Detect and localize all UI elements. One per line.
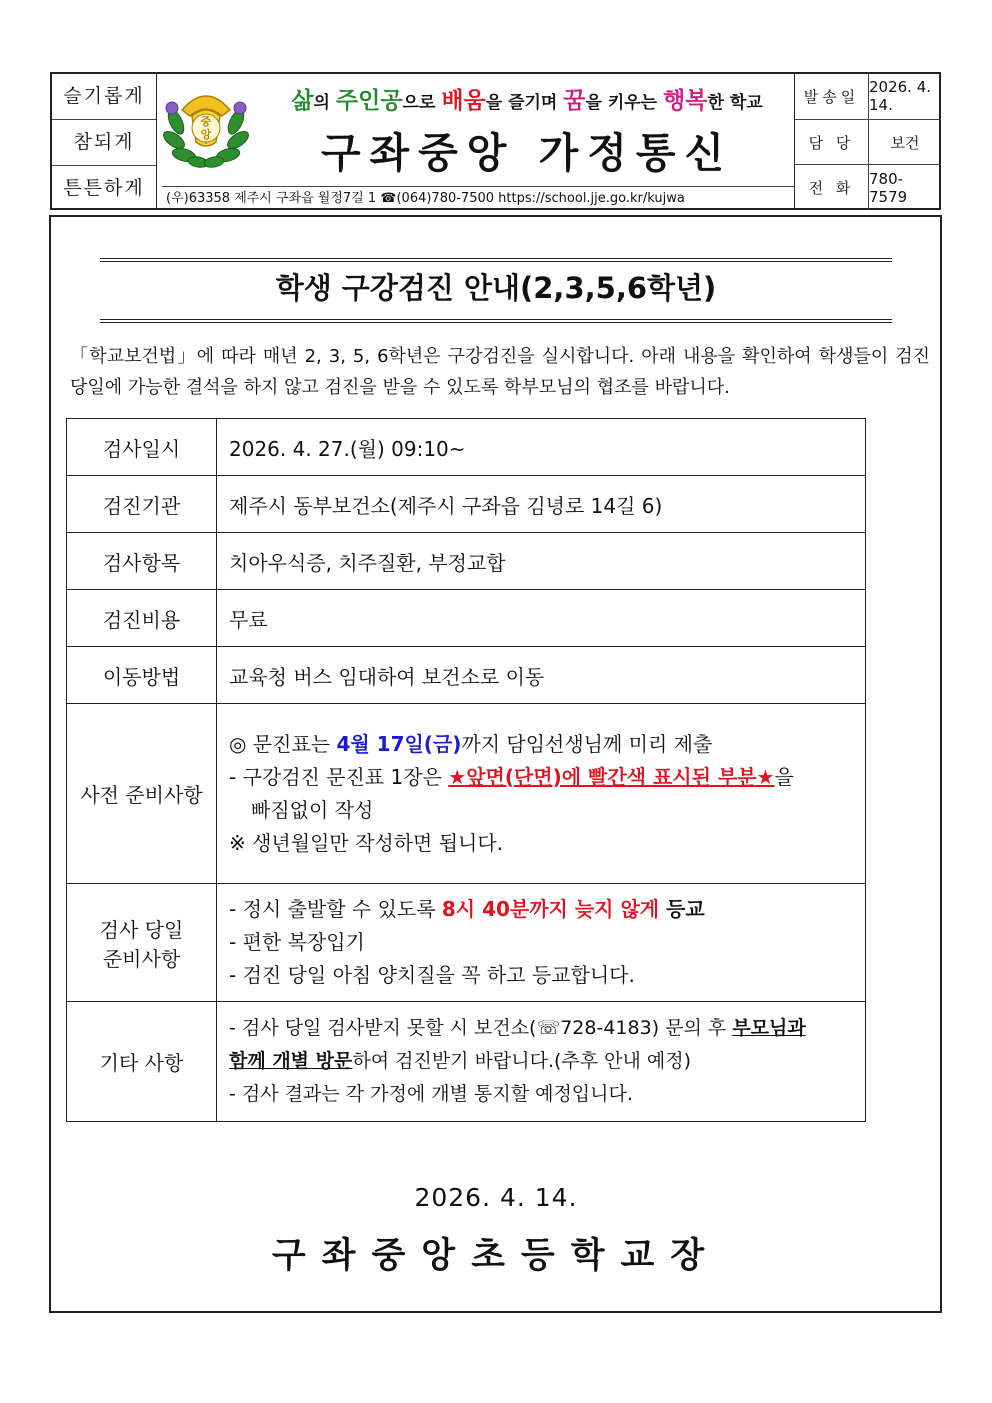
day-line: - 검진 당일 아침 양치질을 꼭 하고 등교합니다. xyxy=(229,963,635,987)
row-key: 검사일시 xyxy=(67,419,217,476)
row-value: 교육청 버스 임대하여 보건소로 이동 xyxy=(217,647,866,704)
prep-line xyxy=(229,728,853,761)
title-rule-bottom xyxy=(100,319,892,323)
prep-line: 빠짐없이 작성 xyxy=(251,797,374,822)
issue-info-row xyxy=(795,119,941,165)
table-row xyxy=(67,1002,866,1122)
document-title: 학생 구강검진 안내(2,3,5,6학년) xyxy=(275,271,717,305)
motto-line-3: 튼튼하게 xyxy=(52,165,156,211)
slogan-word-learning: 배움 xyxy=(441,88,486,114)
row-key: 기타 사항 xyxy=(67,1002,217,1122)
exam-details-table xyxy=(66,418,866,1122)
motto-line-2: 참되게 xyxy=(52,119,156,165)
issue-info-row xyxy=(795,164,941,210)
prep-text: 을 xyxy=(774,764,794,789)
issue-info-row xyxy=(795,74,941,119)
issue-info-key: 전 화 xyxy=(795,165,869,210)
svg-text:앙: 앙 xyxy=(200,128,212,141)
slogan-word-dream: 꿈 xyxy=(563,88,586,114)
table-row xyxy=(67,590,866,647)
school-slogan xyxy=(262,82,792,115)
row-key xyxy=(67,884,217,1002)
row-value: 치아우식증, 치주질환, 부정교합 xyxy=(217,533,866,590)
etc-line xyxy=(229,1045,853,1078)
row-value: 제주시 동부보건소(제주시 구좌읍 김녕로 14길 6) xyxy=(217,476,866,533)
issue-info-value: 보건 xyxy=(890,133,920,152)
row-value-day xyxy=(217,884,866,1002)
etc-emphasis: 부모님과 xyxy=(732,1017,806,1039)
prep-deadline: 4월 17일(금) xyxy=(336,731,462,756)
row-value: 2026. 4. 27.(월) 09:10~ xyxy=(217,419,866,476)
svg-text:중: 중 xyxy=(200,115,212,128)
slogan-text: 의 xyxy=(313,93,336,113)
row-key: 검사항목 xyxy=(67,533,217,590)
prep-text: - 구강검진 문진표 1장은 xyxy=(229,764,449,789)
row-key: 사전 준비사항 xyxy=(67,704,217,884)
slogan-text: 을 키우는 xyxy=(585,93,664,113)
row-value-prep xyxy=(217,704,866,884)
table-row xyxy=(67,476,866,533)
slogan-text: 한 학교 xyxy=(707,93,763,113)
table-row xyxy=(67,884,866,1002)
motto-line-1: 슬기롭게 xyxy=(63,85,145,107)
issue-info-key: 발송일 xyxy=(795,74,869,119)
title-rule-top xyxy=(100,258,892,262)
day-line: - 편한 복장입기 xyxy=(229,930,365,954)
row-value-etc xyxy=(217,1002,866,1122)
etc-text: - 검사 당일 검사받지 못할 시 보건소(☏728-4183) 문의 후 xyxy=(229,1017,733,1039)
day-line xyxy=(229,893,853,926)
intro-paragraph: 「학교보건법」에 따라 매년 2, 3, 5, 6학년은 구강검진을 실시합니다. 아래 내용을 확인하여 학생들이 검진 당일에 가능한 결석을 하지 않고 검진을 받을 수 있도록 학부모님의 협조를 바랍니다. xyxy=(70,346,930,398)
table-row xyxy=(67,533,866,590)
row-key: 검진비용 xyxy=(67,590,217,647)
school-emblem-icon xyxy=(162,80,250,170)
newsletter-header xyxy=(50,72,941,210)
prep-line xyxy=(229,761,853,794)
row-key-line: 검사 당일 xyxy=(99,917,184,942)
day-text: - 정시 출발할 수 있도록 xyxy=(229,897,442,921)
issue-date: 2026. 4. 14. xyxy=(414,1183,578,1212)
newsletter-title: 구좌중앙 가정통신 xyxy=(320,129,734,177)
row-key: 검진기관 xyxy=(67,476,217,533)
etc-text: 하여 검진받기 바랍니다.(추후 안내 예정) xyxy=(352,1050,692,1072)
school-motto xyxy=(52,74,157,208)
issue-info-value: 780-7579 xyxy=(869,169,908,206)
table-row xyxy=(67,647,866,704)
etc-emphasis: 함께 개별 방문 xyxy=(229,1050,353,1072)
etc-line xyxy=(229,1012,853,1045)
slogan-word-happiness: 행복 xyxy=(663,88,708,114)
slogan-word-protagonist: 주인공 xyxy=(335,88,403,114)
slogan-text: 으로 xyxy=(402,93,442,113)
row-value: 무료 xyxy=(217,590,866,647)
table-row xyxy=(67,704,866,884)
issue-info xyxy=(794,74,941,208)
slogan-text: 을 즐기며 xyxy=(485,93,564,113)
prep-line: ※ 생년월일만 작성하면 됩니다. xyxy=(229,830,504,855)
slogan-word-life: 삶 xyxy=(291,88,314,114)
day-arrival-time: 8시 40분까지 늦지 않게 xyxy=(441,897,660,921)
issue-info-value: 2026. 4. 14. xyxy=(869,78,932,115)
day-text: 등교 xyxy=(659,897,705,921)
issue-info-key: 담 당 xyxy=(795,120,869,165)
principal-signature: 구좌중앙초등학교장 xyxy=(271,1236,721,1276)
table-row xyxy=(67,419,866,476)
etc-line: - 검사 결과는 각 가정에 개별 통지할 예정입니다. xyxy=(229,1083,633,1105)
prep-text: 까지 담임선생님께 미리 제출 xyxy=(461,731,713,756)
prep-highlight: ★앞면(단면)에 빨간색 표시된 부분★ xyxy=(448,764,775,789)
row-key: 이동방법 xyxy=(67,647,217,704)
prep-text: ◎ 문진표는 xyxy=(229,731,337,756)
row-key-line: 준비사항 xyxy=(102,946,181,971)
school-address: (우)63358 제주시 구좌읍 월정7길 1 ☎(064)780-7500 https://school.jje.go.kr/kujwa xyxy=(162,186,794,210)
